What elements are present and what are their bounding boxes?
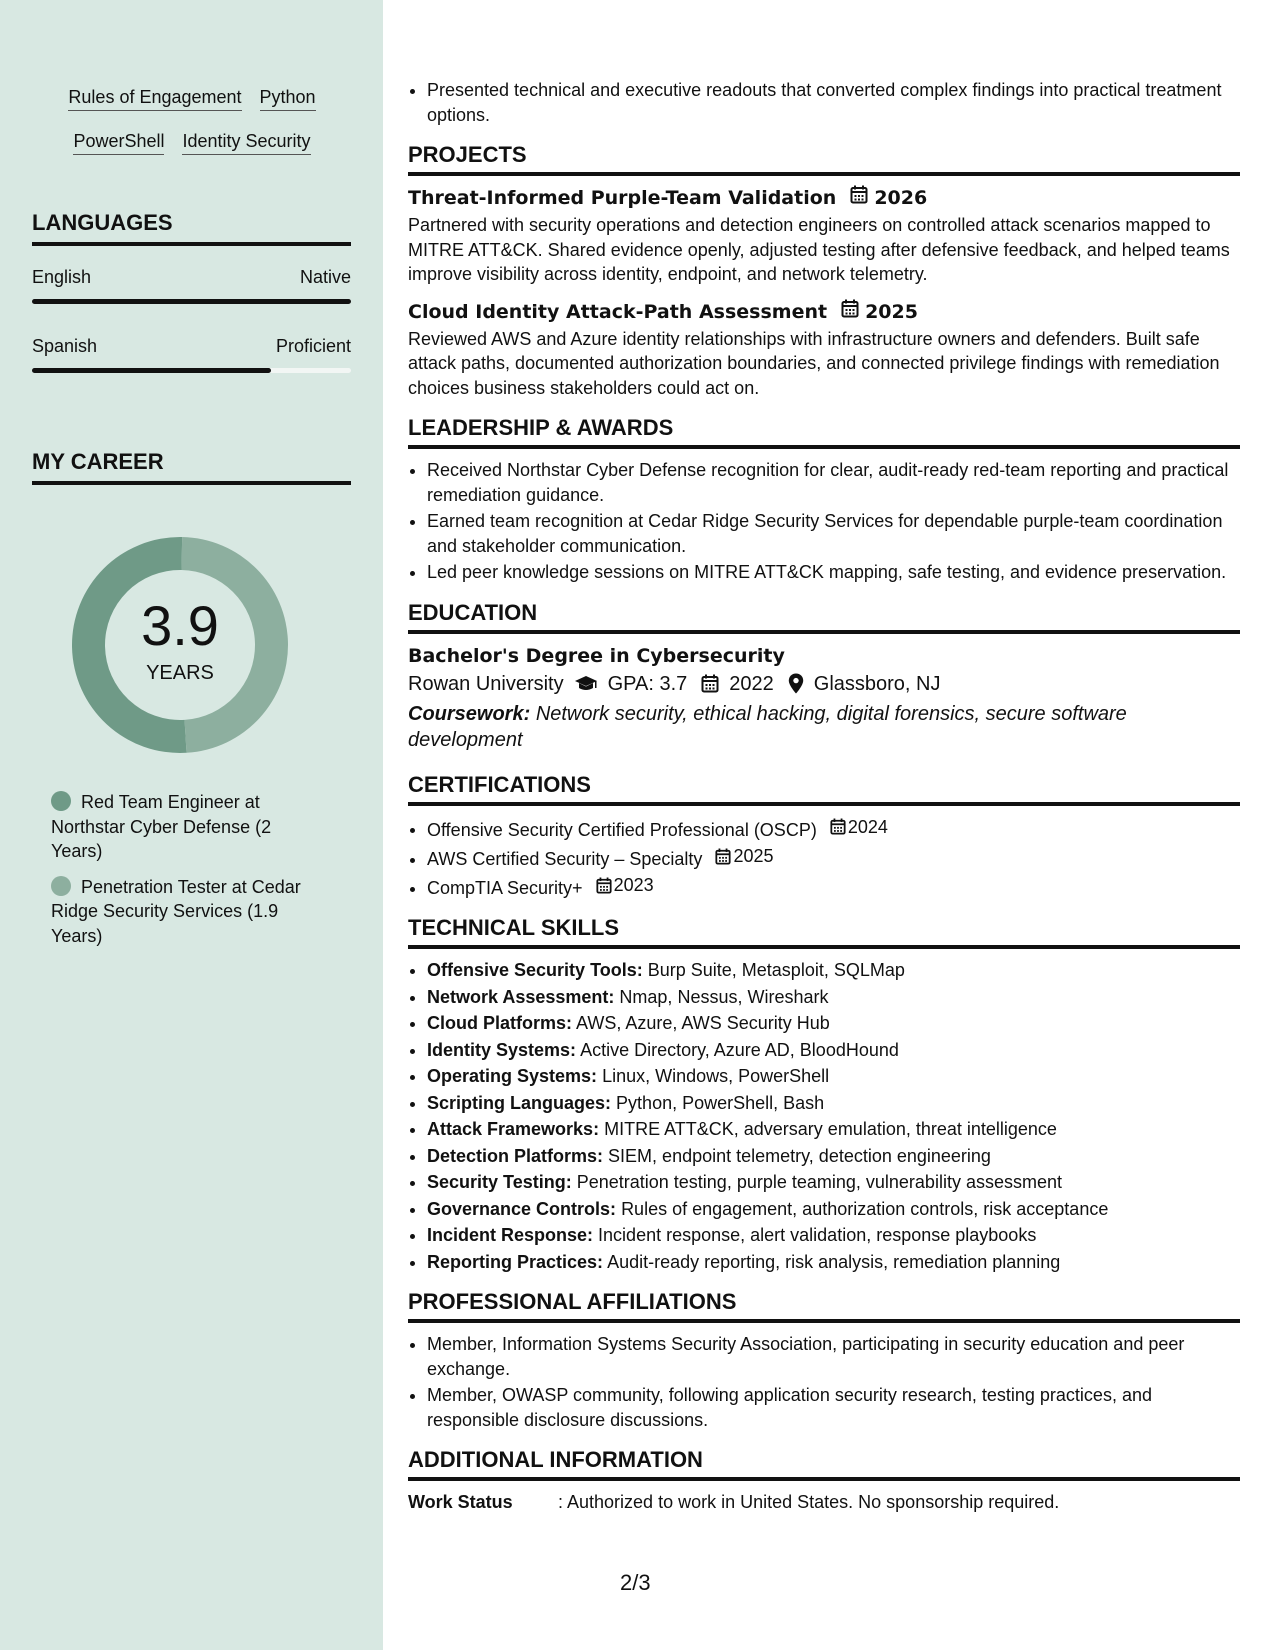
certification-name: Offensive Security Certified Professional (OSCP): [427, 819, 817, 840]
certification-year: 2024: [847, 816, 888, 837]
certifications-heading: CERTIFICATIONS: [408, 771, 1240, 806]
education-details: [408, 669, 1240, 699]
language-row: [32, 267, 351, 288]
list-item: • Member, Information Systems Security Association, participating in security education and peer exchange.: [427, 1332, 1240, 1381]
coursework-label: Coursework:: [408, 702, 531, 725]
main-content: [408, 78, 1240, 1515]
project-year: 2026: [874, 187, 928, 209]
calendar-icon: [850, 185, 868, 211]
school-name: Rowan University: [408, 672, 564, 695]
calendar-icon: [701, 674, 719, 693]
language-bar-fill: [32, 368, 271, 373]
skill-item: [427, 1038, 1240, 1063]
graduation-year: 2022: [729, 672, 774, 695]
career-donut: [65, 530, 295, 760]
additional-info-row: [408, 1490, 1240, 1515]
skill-label: Incident Response:: [427, 1225, 594, 1246]
school-location: Glassboro, NJ: [813, 672, 941, 695]
language-bar-fill: [32, 299, 351, 304]
additional-label: Work Status: [408, 1492, 513, 1513]
tag-row: [32, 86, 352, 111]
certification-name: CompTIA Security+: [427, 877, 583, 898]
language-level: Proficient: [275, 336, 351, 356]
graduation-cap-icon: [574, 675, 598, 693]
list-item: • Presented technical and executive readouts that converted complex findings into practical treatment options.: [427, 78, 1240, 127]
career-item-text: Penetration Tester at Cedar Ridge Security Services (1.9 Years): [51, 876, 301, 946]
skill-item: [427, 1223, 1240, 1248]
project-title: Threat-Informed Purple-Team Validation: [408, 187, 837, 209]
language-name: English: [32, 267, 92, 287]
calendar-icon: [715, 848, 731, 865]
skill-label: Attack Frameworks:: [427, 1119, 600, 1140]
skill-value: Python, PowerShell, Bash: [616, 1092, 825, 1113]
skill-tag: Rules of Engagement: [68, 86, 241, 111]
skill-value: Linux, Windows, PowerShell: [602, 1066, 830, 1087]
skill-tag: PowerShell: [73, 130, 164, 155]
skills-list: [408, 958, 1240, 1274]
leadership-heading: LEADERSHIP & AWARDS: [408, 414, 1240, 449]
skill-value: Audit-ready reporting, risk analysis, remediation planning: [607, 1251, 1061, 1272]
skill-item: [427, 1091, 1240, 1116]
languages-heading: LANGUAGES: [32, 210, 351, 246]
skill-value: Rules of engagement, authorization controls, risk acceptance: [621, 1198, 1109, 1219]
skill-label: Scripting Languages:: [427, 1092, 612, 1113]
project-title-row: [408, 299, 1240, 325]
skill-item: [427, 1250, 1240, 1275]
language-level: Native: [299, 267, 351, 287]
list-item: [427, 844, 1240, 871]
skill-value: Penetration testing, purple teaming, vulnerability assessment: [576, 1172, 1062, 1193]
project-description: Reviewed AWS and Azure identity relationships with infrastructure owners and defenders. Built safe attack paths, documented authorization boundaries, and connected privilege findings with remediation choices business stakeholders could act on.: [408, 328, 1220, 398]
skill-tags: [32, 86, 352, 174]
coursework-text: Network security, ethical hacking, digital forensics, secure software development: [408, 702, 1127, 751]
certifications-list: [408, 815, 1240, 901]
affiliations-list: [408, 1332, 1240, 1432]
education-heading: EDUCATION: [408, 599, 1240, 634]
language-row: [32, 336, 351, 357]
skill-value: Active Directory, Azure AD, BloodHound: [580, 1039, 899, 1060]
page-number: 2/3: [620, 1570, 651, 1595]
language-bar: [32, 299, 351, 304]
skill-label: Identity Systems:: [427, 1039, 577, 1060]
calendar-icon: [830, 818, 846, 835]
skill-item: [427, 1197, 1240, 1222]
skill-item: [427, 1011, 1240, 1036]
certification-name: AWS Certified Security – Specialty: [427, 848, 703, 869]
list-item: • Led peer knowledge sessions on MITRE ATT&CK mapping, safe testing, and evidence preservation.: [427, 560, 1240, 585]
career-total-years: 3.9: [141, 594, 219, 657]
additional-value: : Authorized to work in United States. No sponsorship required.: [558, 1492, 1060, 1513]
calendar-icon: [596, 877, 612, 894]
career-item-text: Red Team Engineer at Northstar Cyber Defense (2 Years): [51, 792, 272, 861]
skill-label: Offensive Security Tools:: [427, 960, 643, 981]
affiliations-heading: PROFESSIONAL AFFILIATIONS: [408, 1288, 1240, 1323]
skill-value: MITRE ATT&CK, adversary emulation, threat intelligence: [604, 1119, 1057, 1140]
skill-label: Network Assessment:: [427, 986, 615, 1007]
legend-dot: [51, 791, 71, 811]
skill-label: Security Testing:: [427, 1172, 572, 1193]
list-item: [427, 873, 1240, 900]
project-description: Partnered with security operations and detection engineers on controlled attack scenarios mapped to MITRE ATT&CK. Shared evidence openly, adjusted testing after defensive feedback, and helped teams improve visibility across identity, endpoint, and network telemetry.: [408, 215, 1230, 284]
list-item: • Earned team recognition at Cedar Ridge Security Services for dependable purple-team coordination and stakeholder communication.: [427, 509, 1240, 558]
location-pin-icon: [788, 673, 804, 694]
project-year: 2025: [865, 300, 918, 323]
skill-label: Detection Platforms:: [427, 1145, 604, 1166]
language-bar: [32, 368, 351, 373]
skill-item: [427, 1117, 1240, 1142]
degree-title: Bachelor's Degree in Cybersecurity: [408, 644, 785, 667]
skill-value: Burp Suite, Metasploit, SQLMap: [647, 960, 905, 981]
career-list: [51, 790, 321, 959]
career-heading: MY CAREER: [32, 449, 351, 485]
certification-year: 2025: [733, 845, 774, 866]
skill-value: Nmap, Nessus, Wireshark: [619, 986, 829, 1007]
skill-label: Governance Controls:: [427, 1198, 617, 1219]
projects-heading: PROJECTS: [408, 141, 1240, 176]
skill-item: [427, 1064, 1240, 1089]
skill-item: [427, 958, 1240, 983]
skill-label: Reporting Practices:: [427, 1251, 604, 1272]
skill-tag: Python: [260, 86, 316, 111]
leadership-list: [408, 458, 1240, 585]
career-item: [51, 875, 321, 949]
list-item: • Received Northstar Cyber Defense recognition for clear, audit-ready red-team reporting and practical remediation guidance.: [427, 458, 1240, 507]
career-item: [51, 790, 321, 864]
skill-value: AWS, Azure, AWS Security Hub: [576, 1013, 830, 1034]
project-title: Cloud Identity Attack-Path Assessment: [408, 300, 828, 323]
career-unit: YEARS: [146, 662, 214, 684]
list-item: [427, 815, 1240, 842]
gpa: GPA: 3.7: [607, 672, 688, 695]
skill-tag: Identity Security: [182, 130, 310, 155]
skills-heading: TECHNICAL SKILLS: [408, 914, 1240, 949]
tag-row: [32, 130, 352, 155]
sidebar: [0, 0, 383, 1650]
certification-year: 2023: [613, 875, 654, 895]
experience-bullets: [408, 78, 1240, 127]
calendar-icon: [841, 299, 859, 325]
legend-dot: [51, 876, 71, 896]
skill-item: [427, 1170, 1240, 1195]
skill-item: [427, 1144, 1240, 1169]
coursework: [408, 701, 1240, 753]
list-item: • Member, OWASP community, following application security research, testing practices, and responsible disclosure discussions.: [427, 1383, 1240, 1432]
skill-value: Incident response, alert validation, response playbooks: [598, 1225, 1037, 1246]
additional-heading: ADDITIONAL INFORMATION: [408, 1446, 1240, 1481]
project-title-row: [408, 185, 1240, 211]
skill-label: Cloud Platforms:: [427, 1013, 573, 1034]
skill-label: Operating Systems:: [427, 1066, 598, 1087]
language-name: Spanish: [32, 336, 98, 356]
skill-value: SIEM, endpoint telemetry, detection engineering: [608, 1145, 991, 1166]
skill-item: [427, 985, 1240, 1010]
